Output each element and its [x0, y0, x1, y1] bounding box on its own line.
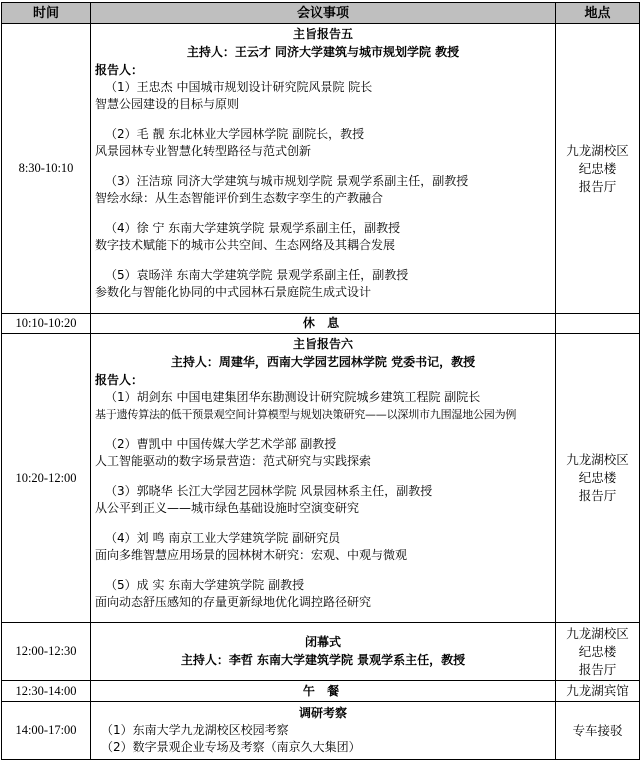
- session6-time: 10:20-12:00: [2, 334, 91, 623]
- survey-venue: 专车接驳: [556, 702, 640, 760]
- talk-topic: 数字技术赋能下的城市公共空间、生态网络及其耦合发展: [95, 238, 396, 252]
- talk-speaker: （5）成 实 东南大学建筑学院 副教授: [105, 578, 305, 592]
- talk-topic: 智绘水绿：从生态智能评价到生态数字孪生的产教融合: [95, 191, 384, 205]
- session5-reporters-label: 报告人：: [95, 63, 144, 77]
- talk-topic: 面向动态舒压感知的存量更新绿地优化调控路径研究: [95, 595, 372, 609]
- closing-content: [91, 623, 556, 681]
- survey-item: （1）东南大学九龙湖校区校园考察: [101, 723, 289, 737]
- session5-time: 8:30-10:10: [2, 24, 91, 314]
- session5-title: 主旨报告五: [292, 27, 353, 41]
- closing-time: 12:00-12:30: [2, 623, 91, 681]
- session6-talk: [95, 436, 551, 470]
- venue-line: 纪忠楼: [578, 160, 617, 176]
- venue-line: 报告厅: [578, 488, 617, 503]
- talk-speaker: （3）汪洁琼 同济大学建筑与城市规划学院 景观学系副主任，副教授: [105, 174, 469, 188]
- header-venue: 地点: [556, 3, 640, 24]
- venue-line: 九龙湖校区: [566, 142, 629, 158]
- session5-host: 主持人：王云才 同济大学建筑与城市规划学院 教授: [186, 45, 460, 59]
- session6-row: [2, 334, 640, 623]
- lunch-time: 12:30-14:00: [2, 681, 91, 702]
- talk-speaker: （2）毛 靓 东北林业大学园林学院 副院长，教授: [105, 127, 365, 141]
- header-item: 会议事项: [91, 3, 556, 24]
- lunch-venue: 九龙湖宾馆: [556, 681, 640, 702]
- venue-line: 纪忠楼: [578, 470, 617, 485]
- session6-venue: [556, 334, 640, 623]
- talk-topic: 从公平到正义——城市绿色基础设施时空演变研究: [95, 501, 360, 515]
- talk-topic: 人工智能驱动的数字场景营造：范式研究与实践探索: [95, 454, 372, 468]
- talk-speaker: （4）徐 宁 东南大学建筑学院 景观学系副主任，副教授: [105, 221, 401, 235]
- closing-title: 闭幕式: [304, 635, 341, 649]
- agenda-table: [1, 2, 640, 760]
- survey-item: （2）数字景观企业专场及考察（南京久大集团）: [101, 740, 361, 754]
- session5-content: [91, 24, 556, 314]
- session6-title: 主旨报告六: [292, 337, 353, 351]
- session6-talk: [95, 577, 551, 611]
- header-row: [2, 3, 640, 24]
- session5-talk: [95, 267, 551, 301]
- talk-speaker: （1）胡剑东 中国电建集团华东勘测设计研究院城乡建筑工程院 副院长: [105, 390, 481, 404]
- session5-venue: [556, 24, 640, 314]
- venue-line: 九龙湖校区: [566, 452, 629, 467]
- venue-line: 纪忠楼: [578, 643, 617, 659]
- session5-talk: [95, 126, 551, 160]
- closing-row: [2, 623, 640, 681]
- talk-topic: 面向多维智慧应用场景的园林树木研究：宏观、中观与微观: [95, 548, 408, 562]
- venue-line: 报告厅: [578, 661, 617, 677]
- session5-talk: [95, 173, 551, 207]
- talk-topic: 参数化与智能化协同的中式园林石景庭院生成式设计: [95, 285, 372, 299]
- break-row: [2, 314, 640, 334]
- venue-line: 九龙湖校区: [566, 625, 629, 641]
- session6-talk: [95, 389, 551, 423]
- talk-speaker: （4）刘 鸣 南京工业大学建筑学院 副研究员: [105, 531, 341, 545]
- lunch-row: [2, 681, 640, 702]
- talk-topic: 风景园林专业智慧化转型路径与范式创新: [95, 144, 312, 158]
- venue-line: 报告厅: [578, 178, 617, 194]
- survey-title: 调研考察: [298, 706, 347, 720]
- survey-content: [91, 702, 556, 760]
- break-venue: [556, 314, 640, 334]
- session6-talk: [95, 483, 551, 517]
- closing-host: 主持人：李哲 东南大学建筑学院 景观学系主任，教授: [180, 653, 466, 667]
- closing-venue: [556, 623, 640, 681]
- break-label: 休 息: [91, 314, 556, 334]
- talk-topic: 智慧公园建设的目标与原则: [95, 97, 240, 111]
- session5-row: [2, 24, 640, 314]
- talk-topic: 基于遗传算法的低干预景观空间计算模型与规划决策研究——以深圳市九围湿地公园为例: [95, 408, 517, 421]
- session6-talk: [95, 530, 551, 564]
- talk-speaker: （2）曹凯中 中国传媒大学艺术学部 副教授: [105, 437, 337, 451]
- session6-content: [91, 334, 556, 623]
- header-time: 时间: [2, 3, 91, 24]
- session6-host: 主持人：周建华，西南大学园艺园林学院 党委书记，教授: [170, 355, 476, 369]
- session5-talk: [95, 79, 551, 113]
- lunch-label: 午 餐: [91, 681, 556, 702]
- talk-speaker: （1）王忠杰 中国城市规划设计研究院风景院 院长: [105, 80, 373, 94]
- talk-speaker: （3）郭晓华 长江大学园艺园林学院 风景园林系主任，副教授: [105, 484, 433, 498]
- session6-reporters-label: 报告人：: [95, 373, 144, 387]
- survey-time: 14:00-17:00: [2, 702, 91, 760]
- session5-talk: [95, 220, 551, 254]
- survey-row: [2, 702, 640, 760]
- break-time: 10:10-10:20: [2, 314, 91, 334]
- talk-speaker: （5）袁旸洋 东南大学建筑学院 景观学系副主任，副教授: [105, 268, 409, 282]
